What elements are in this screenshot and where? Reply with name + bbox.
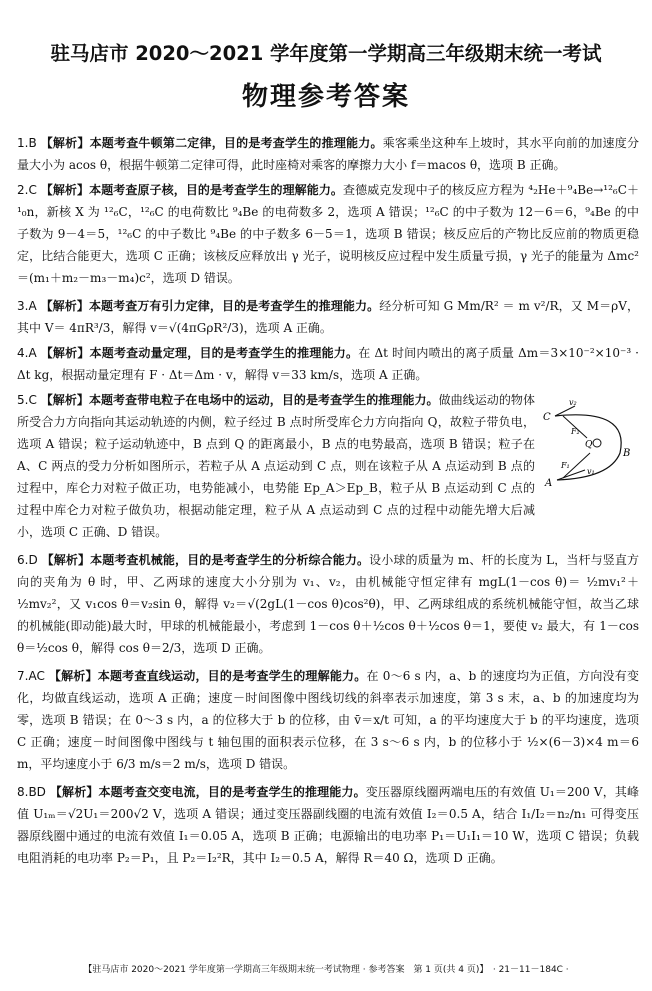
- answer-number: 4.: [17, 346, 29, 360]
- label-b: B: [623, 448, 631, 459]
- label-v1: v₁: [587, 467, 595, 476]
- answer-number: 7.: [17, 669, 29, 683]
- answer-item-7: [17, 665, 639, 775]
- answer-item-2: [17, 179, 639, 289]
- analysis-keyword: 【解析】本题考查带电粒子在电场中的运动，目的是考查学生的推理能力。: [40, 393, 439, 407]
- analysis-text: 查德威克发现中子的核反应方程为 ⁴₂He＋⁹₄Be→¹²₆C＋¹₀n，新核 X 为 ¹²₆C，¹²₆C 的电荷数比 ⁹₄Be 的电荷数多 2，选项 A 错误；¹²₆C 的中子数为 12－6＝6，⁹₄Be 的中子数为 9－4＝5，¹²₆C 的中子数比 ⁹₄Be 的中子数多 6－5＝1，选项 B 错误；核反应后的产物比反应前的物质更稳定，比结合能更大，选项 C 正确；该核反应释放出 γ 光子，说明核反应过程中发生质量亏损，γ 光子的能量为 Δmc²＝(m₁＋m₂－m₃－m₄)c²，选项 D 错误。: [17, 183, 639, 285]
- answer-number: 2.: [17, 183, 29, 197]
- label-v2: v₂: [569, 398, 577, 407]
- analysis-text: 经分析可知 G Mm/R² ＝ m v²/R，又 M＝ρV，其中 V＝ 4πR³/3，解得 v＝√(4πGρR²/3)，选项 A 正确。: [17, 299, 639, 335]
- analysis-text: 设小球的质量为 m、杆的长度为 L，当杆与竖直方向的夹角为 θ 时，甲、乙两球的速度大小分别为 v₁、v₂，由机械能守恒定律有 mgL(1－cos θ)＝ ½mv₁²＋½mv₂²，又 v₁cos θ＝v₂sin θ，解得 v₂＝√(2gL(1－cos θ)cos²θ)，甲、乙两球组成的系统机械能守恒，故当乙球的机械能(即动能)最大时，甲球的机械能最小，考虑到 1－cos θ＋½cos θ＋½cos θ＝1，要使 v₂ 最大，有 1－cos θ＝½cos θ，解得 cos θ＝2/3，选项 D 正确。: [17, 553, 639, 655]
- analysis-keyword: 【解析】本题考查动量定理，目的是考查学生的推理能力。: [40, 346, 359, 360]
- answer-number: 3.: [17, 299, 29, 313]
- answer-choice: BD: [28, 785, 46, 799]
- answer-choice: AC: [28, 669, 45, 683]
- answer-number: 6.: [17, 553, 29, 567]
- particle-trajectory-figure: [535, 398, 640, 488]
- answer-choice: C: [28, 393, 37, 407]
- answer-list: [17, 132, 639, 869]
- analysis-text: 乘客乘坐这种车上坡时，其水平向前的加速度分量大小为 acos θ，根据牛顿第二定律可得，此时座椅对乘客的摩擦力大小 f＝macos θ，选项 B 正确。: [17, 136, 639, 172]
- answer-choice: B: [28, 136, 37, 150]
- analysis-keyword: 【解析】本题考查直线运动，目的是考查学生的理解能力。: [48, 669, 367, 683]
- answer-item-8: [17, 781, 639, 869]
- analysis-text: 在 Δt 时间内喷出的离子质量 Δm＝3×10⁻²×10⁻³ · Δt kg，根据动量定理有 F · Δt＝Δm · v，解得 v＝33 km/s，选项 A 正确。: [17, 346, 639, 382]
- analysis-text: 在 0～6 s 内，a、b 的速度均为正值，方向没有变化，均做直线运动，选项 A 正确；速度－时间图像中图线切线的斜率表示加速度，第 3 s 末，a、b 的加速度均为零，选项 B 错误；在 0～3 s 内，a 的位移大于 b 的位移，由 v̄＝x/t 可知，a 的平均速度大于 b 的平均速度，选项 C 正确；速度－时间图像中图线与 t 轴包围的面积表示位移，在 3 s～6 s 内，b 的位移小于 ½×(6－3)×4 m＝6 m，平均速度小于 6/3 m/s＝2 m/s，选项 D 错误。: [17, 669, 639, 771]
- analysis-text: 变压器原线圈两端电压的有效值 U₁＝200 V，其峰值 U₁ₘ＝√2U₁＝200√2 V，选项 A 错误；通过变压器副线圈的电流有效值 I₂＝0.5 A，结合 I₁/I₂＝n₂/n₁ 可得变压器原线圈中通过的电流有效值 I₁＝0.05 A，选项 B 正确；电源输出的电功率 P₁＝U₁I₁＝10 W，选项 C 错误；负载电阻消耗的电功率 P₂＝P₁，且 P₂＝I₂²R，其中 I₂＝0.5 A，解得 R＝40 Ω，选项 D 正确。: [17, 785, 639, 865]
- label-c: C: [543, 412, 551, 423]
- answer-number: 8.: [17, 785, 29, 799]
- analysis-keyword: 【解析】本题考查原子核，目的是考查学生的理解能力。: [40, 183, 344, 197]
- label-f2: F₂: [571, 427, 580, 436]
- page-footer: 【驻马店市 2020～2021 学年度第一学期高三年级期末统一考试物理 · 参考答案 第 1 页(共 4 页)】 · 21－11－184C ·: [83, 965, 569, 975]
- answer-choice: C: [28, 183, 37, 197]
- label-a: A: [545, 478, 553, 488]
- analysis-keyword: 【解析】本题考查机械能，目的是考查学生的分析综合能力。: [41, 553, 370, 567]
- answer-item-4: [17, 342, 639, 386]
- answer-item-3: [17, 295, 639, 339]
- answer-choice: A: [28, 346, 37, 360]
- page-subtitle: 物理参考答案: [241, 82, 410, 112]
- label-q: Q: [585, 440, 593, 450]
- answer-item-6: [17, 549, 639, 659]
- analysis-keyword: 【解析】本题考查万有引力定律，目的是考查学生的推理能力。: [40, 299, 380, 313]
- answer-number: 1.: [17, 136, 29, 150]
- label-f1: F₁: [561, 461, 570, 470]
- page-title: 驻马店市 2020～2021 学年度第一学期高三年级期末统一考试: [50, 42, 602, 65]
- answer-number: 5.: [17, 393, 29, 407]
- analysis-text: 做曲线运动的物体所受合力方向指向其运动轨迹的内侧，粒子经过 B 点时所受库仑力方向指向 Q，故粒子带负电，选项 A 错误；粒子运动轨迹中，B 点到 Q 的距离最小，B 点的电势最高，选项 B 错误；粒子在 A、C 两点的受力分析如图所示，若粒子从 A 点运动到 C 点，则在该粒子从 A 点运动到 B 点的过程中，库仑力对粒子做正功，电势能减小，电势能 Ep_A＞Ep_B，粒子从 B 点运动到 C 点的过程中库仑力对粒子做负功，根据动能定理，粒子从 A 点运动到 C 点的过程中动能先增大后减小，选项 C 正确、D 错误。: [17, 393, 535, 539]
- analysis-keyword: 【解析】本题考查交变电流，目的是考查学生的推理能力。: [49, 785, 366, 799]
- answer-choice: D: [28, 553, 38, 567]
- answer-item-5: [17, 389, 535, 543]
- answer-choice: A: [28, 299, 37, 313]
- analysis-keyword: 【解析】本题考查牛顿第二定律，目的是考查学生的推理能力。: [40, 136, 383, 150]
- answer-item-1: [17, 132, 639, 176]
- charge-q: [593, 439, 601, 447]
